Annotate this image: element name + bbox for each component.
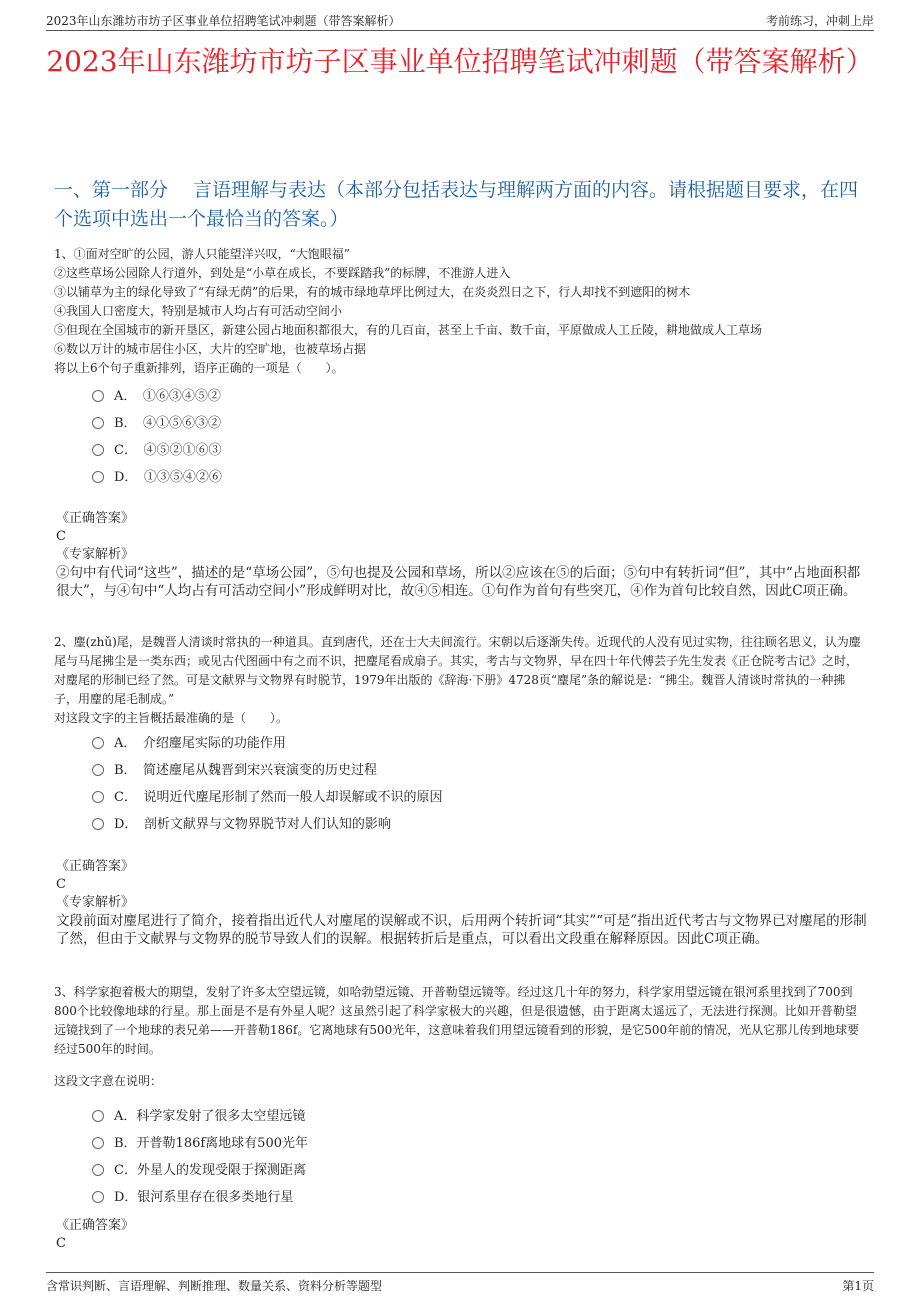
option-label: C． 说明近代麈尾形制了然而一般人却误解或不识的原因 <box>114 790 443 805</box>
radio-icon[interactable] <box>92 390 104 402</box>
option-c[interactable] <box>92 437 852 464</box>
radio-icon[interactable] <box>92 1164 104 1176</box>
section-heading: 一、第一部分 言语理解与表达（本部分包括表达与理解两方面的内容。请根据题目要求，在四个选项中选出一个最恰当的答案。） <box>54 179 859 230</box>
radio-icon[interactable] <box>92 1137 104 1149</box>
option-label: A． 介绍麈尾实际的功能作用 <box>114 736 286 751</box>
question-3-prompt-row <box>54 1072 868 1091</box>
page-number: 第1页 <box>842 1279 874 1293</box>
option-b[interactable] <box>92 757 852 784</box>
footer-description: 含常识判断、言语理解、判断推理、数量关系、资料分析等题型 <box>46 1279 383 1293</box>
radio-icon[interactable] <box>92 444 104 456</box>
question-1-answer <box>56 510 868 600</box>
question-3-answer <box>56 1217 868 1253</box>
question-2-answer <box>56 858 868 948</box>
option-b[interactable] <box>92 1130 852 1157</box>
radio-icon[interactable] <box>92 1110 104 1122</box>
option-label: B．开普勒186f离地球有500光年 <box>114 1136 308 1151</box>
header-slogan: 考前练习，冲刺上岸 <box>765 14 874 28</box>
radio-icon[interactable] <box>92 818 104 830</box>
option-a[interactable] <box>92 383 852 410</box>
question-1-line: ④我国人口密度大，特别是城市人均占有可活动空间小 <box>54 304 343 318</box>
answer-value: C <box>56 529 66 544</box>
question-2-stem <box>54 633 868 728</box>
option-label: D．银河系里存在很多类地行星 <box>114 1190 294 1205</box>
document-title: 2023年山东潍坊市坊子区事业单位招聘笔试冲刺题（带答案解析） <box>46 45 874 78</box>
radio-icon[interactable] <box>92 1191 104 1203</box>
question-3-options <box>92 1103 852 1211</box>
analysis-text: ②句中有代词“这些”，描述的是“草场公园”，⑤句也提及公园和草场，所以②应该在⑤的后面；⑤句中有转折词“但”，其中“占地面积都很大”，与④句中“人均占有可活动空间小”形成鲜明对比，故④⑤相连。①句作为首句有些突兀，④作为首句比较自然，因此C项正确。 <box>56 565 861 599</box>
radio-icon[interactable] <box>92 737 104 749</box>
question-1-line: ⑥数以万计的城市居住小区，大片的空旷地，也被草场占据 <box>54 342 367 356</box>
header-doc-title: 2023年山东潍坊市坊子区事业单位招聘笔试冲刺题（带答案解析） <box>46 14 401 28</box>
answer-value: C <box>56 1236 66 1251</box>
radio-icon[interactable] <box>92 764 104 776</box>
option-d[interactable] <box>92 811 852 838</box>
option-label: D． ①③⑤④②⑥ <box>114 470 222 485</box>
answer-label: 《正确答案》 <box>56 859 135 874</box>
option-label: A．科学家发射了很多太空望远镜 <box>114 1109 306 1124</box>
radio-icon[interactable] <box>92 471 104 483</box>
question-1-line: ③以铺草为主的绿化导致了“有绿无荫”的后果，有的城市绿地草坪比例过大，在炎炎烈日之下，行人却找不到遮阳的树木 <box>54 285 691 299</box>
question-1-line: 1、①面对空旷的公园，游人只能望洋兴叹，“大饱眼福” <box>54 247 350 261</box>
option-label: B． ④①⑤⑥③② <box>114 416 222 431</box>
question-2-options <box>92 730 852 838</box>
page-header <box>46 10 874 31</box>
page-footer <box>46 1272 874 1295</box>
option-a[interactable] <box>92 1103 852 1130</box>
question-3-text: 3、科学家抱着极大的期望，发射了许多太空望远镜，如哈勃望远镜、开普勒望远镜等。经过这几十年的努力，科学家用望远镜在银河系里找到了700到800个比较像地球的行星。那上面是不是有外星人呢？这虽然引起了科学家极大的兴趣，但是很遗憾，由于距离太遥远了，无法进行探测。比如开普勒望远镜找到了一个地球的表兄弟——开普勒186f。它离地球有500光年，这意味着我们用望远镜看到的形貌，是它500年前的情况，光从它那儿传到地球要经过500年的时间。 <box>54 985 860 1056</box>
question-1-prompt: 将以上6个句子重新排列，语序正确的一项是（ ）。 <box>54 361 344 375</box>
option-a[interactable] <box>92 730 852 757</box>
option-d[interactable] <box>92 464 852 491</box>
option-label: C． ④⑤②①⑥③ <box>114 443 222 458</box>
answer-label: 《正确答案》 <box>56 511 135 526</box>
option-label: A． ①⑥③④⑤② <box>114 389 221 404</box>
question-1-options <box>92 383 852 491</box>
radio-icon[interactable] <box>92 417 104 429</box>
analysis-label: 《专家解析》 <box>56 895 135 910</box>
question-1-line: ②这些草场公园除人行道外，到处是“小草在成长，不要踩踏我”的标牌，不准游人进入 <box>54 266 511 280</box>
question-3-prompt: 这段文字意在说明： <box>54 1074 163 1088</box>
radio-icon[interactable] <box>92 791 104 803</box>
question-1-stem <box>54 245 868 378</box>
question-2-text: 2、麈(zhǔ)尾，是魏晋人清谈时常执的一种道具。直到唐代，还在士大夫间流行。宋朝以后逐渐失传。近现代的人没有见过实物，往往顾名思义，认为麈尾与马尾拂尘是一类东西；或见古代图画中有之而不识，把麈尾看成扇子。其实，考古与文物界，早在四十年代傅芸子先生发表《正仓院考古记》之时，对麈尾的形制已经了然。可是文献界与文物界有时脱节，1979年出版的《辞海·下册》4728页“麈尾”条的解说是：“拂尘。魏晋人清谈时常执的一种拂子，用麈的尾毛制成。” <box>54 635 861 706</box>
answer-value: C <box>56 877 66 892</box>
analysis-label: 《专家解析》 <box>56 547 135 562</box>
question-1-line: ⑤但现在全国城市的新开垦区，新建公园占地面积都很大，有的几百亩，甚至上千亩、数千亩，平原做成人工丘陵，耕地做成人工草场 <box>54 323 763 337</box>
question-3-stem <box>54 983 868 1059</box>
option-label: C．外星人的发现受限于探测距离 <box>114 1163 306 1178</box>
answer-label: 《正确答案》 <box>56 1218 135 1233</box>
option-d[interactable] <box>92 1184 852 1211</box>
option-c[interactable] <box>92 784 852 811</box>
option-label: B． 简述麈尾从魏晋到宋兴衰演变的历史过程 <box>114 763 378 778</box>
option-b[interactable] <box>92 410 852 437</box>
question-2-prompt: 对这段文字的主旨概括最准确的是（ ）。 <box>54 711 289 725</box>
option-label: D． 剖析文献界与文物界脱节对人们认知的影响 <box>114 817 391 832</box>
option-c[interactable] <box>92 1157 852 1184</box>
analysis-text: 文段前面对麈尾进行了简介，接着指出近代人对麈尾的误解或不识，后用两个转折词“其实”“可是”指出近代考古与文物界已对麈尾的形制了然，但由于文献界与文物界的脱节导致人们的误解。根据转折后是重点，可以看出文段重在解释原因。因此C项正确。 <box>56 913 867 947</box>
